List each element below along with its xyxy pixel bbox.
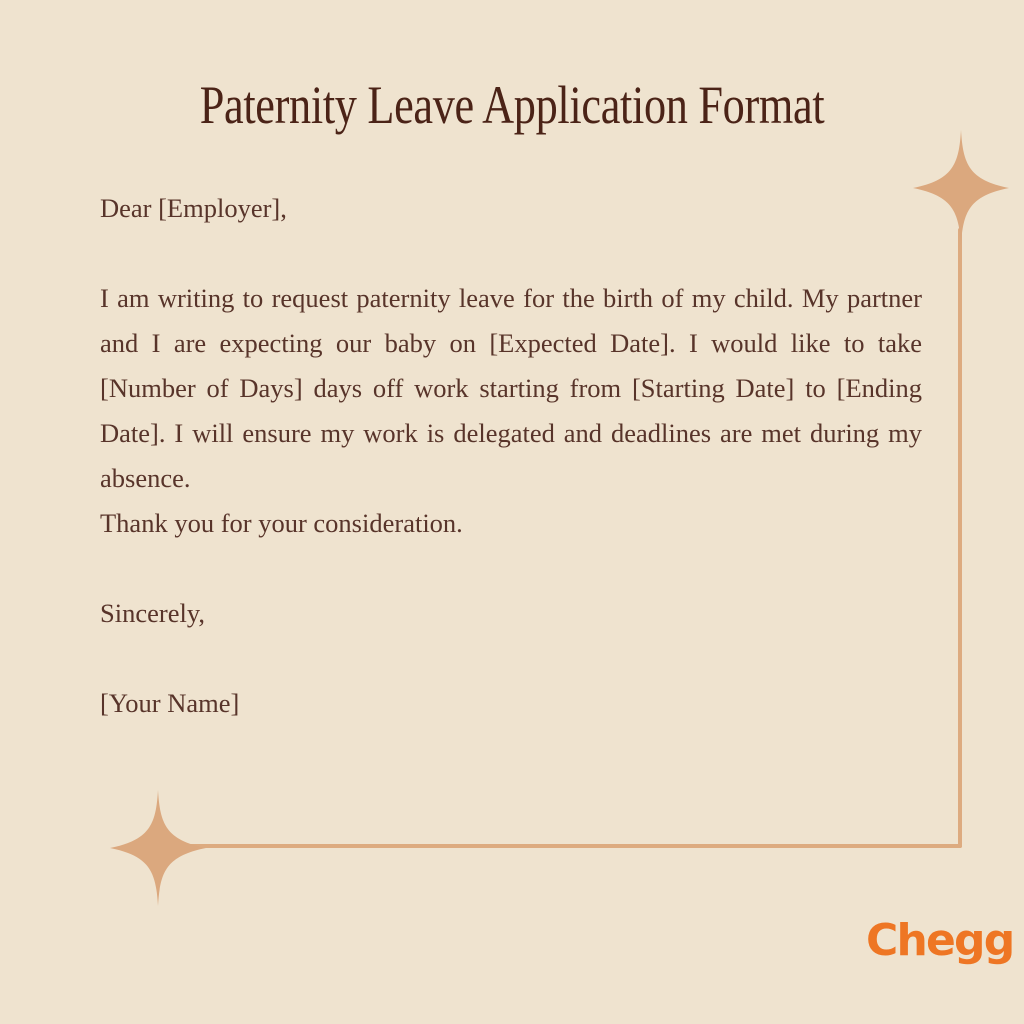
letter-closing: Sincerely, <box>100 598 205 628</box>
sparkle-icon-bottom-left <box>110 790 206 906</box>
letter-signature: [Your Name] <box>100 688 240 718</box>
decorative-vertical-line <box>958 228 962 848</box>
sparkle-icon-top-right <box>913 130 1009 246</box>
letter-main-paragraph: I am writing to request paternity leave for the birth of my child. My partner and I are expecting our baby on [Expected Date]. I would like to take [Number of Days] days off work starting from [Starting Date] to [Ending Date]. I will ensure my work is delegated and deadlines are met during my absence. <box>100 283 922 493</box>
letter-salutation: Dear [Employer], <box>100 193 287 223</box>
spacer-before-signature <box>100 636 922 681</box>
chegg-logo: Chegg <box>866 915 1014 966</box>
spacer-after-salutation <box>100 231 922 276</box>
letter-thanks-line: Thank you for your consideration. <box>100 508 463 538</box>
page-title: Paternity Leave Application Format <box>199 75 825 135</box>
decorative-horizontal-line <box>168 844 962 848</box>
spacer-before-closing <box>100 546 922 591</box>
letter-body <box>100 186 922 726</box>
